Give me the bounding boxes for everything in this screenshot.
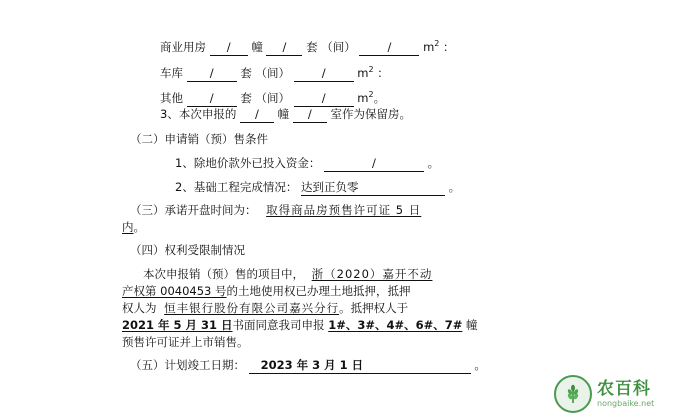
commercial-housing-row [160,36,455,56]
item-text: 2、基础工程完成情况： [175,180,298,194]
wheat-icon [554,375,592,413]
punct: 。 [373,90,386,105]
item-text: 室作为保留房。 [330,107,411,121]
section-2-heading: （二）申请销（预）售条件 [130,132,268,146]
superscript-2: 2 [368,90,374,99]
encumbrance-line-5: 预售许可证并上市销售。 [122,335,249,349]
para-text: 幢 [466,318,478,332]
para-text: 本次申报销（预）售的项目中， [143,267,304,281]
blank-field: / [240,108,274,123]
superscript-2: 2 [368,65,374,74]
punct: 。 [448,180,461,194]
completion-date-line [130,357,486,374]
watermark-name: 农百科 [597,378,651,399]
blank-field: / [359,41,419,56]
unit-label: （间） [321,39,356,54]
filled-field: 浙（2020）嘉开不动 [311,267,433,281]
filled-field: 1#、3#、4#、6#、7# [328,318,463,332]
para-text: 权人为 [122,301,157,315]
filled-field: 恒丰银行股份有限公司嘉兴分行 [164,301,340,315]
watermark-url: nongbaike.net [597,398,655,408]
area-unit: m [423,39,435,54]
unit-label: 套 [240,65,252,80]
blank-field: / [294,92,354,107]
unit-label: （间） [255,90,290,105]
filled-field: 2023 年 3 月 1 日 [249,359,471,374]
item-text: （五）计划竣工日期： [130,358,245,372]
para-text: 的土地使用权已办理土地抵押，抵押 [226,284,411,298]
punct: ： [377,65,389,80]
blank-field: / [266,41,302,56]
site-watermark [554,374,672,414]
encumbrance-line-3 [122,300,408,316]
row-label: 其他 [160,90,183,105]
other-row [160,87,385,107]
punct: 。 [427,156,440,170]
para-text: 书面同意我司申报 [232,318,325,332]
item-text: 3、本次申报的 [160,107,237,121]
unit-label: 幢 [277,107,290,121]
blank-field: / [293,108,327,123]
garage-row [160,62,389,82]
unit-label: 套 [306,39,318,54]
filled-field: 产权第 0040453 号 [122,284,227,298]
filled-field: 2021 年 5 月 31 日 [122,318,233,332]
blank-field: / [210,41,248,56]
encumbrance-line-2 [122,283,411,299]
blank-field: / [187,67,237,82]
encumbrance-line-4 [122,317,478,333]
punct: 。 [133,220,145,234]
filled-field: 内 [122,220,134,234]
punct: 。 [474,358,486,372]
blank-field: / [187,92,237,107]
investment-item [175,155,439,172]
section-4-heading: （四）权利受限制情况 [130,243,245,257]
item-text: 1、除地价款外已投入资金： [175,156,321,170]
blank-field: / [324,157,424,172]
punct: ： [443,39,455,54]
filled-field: 取得商品房预售许可证 5 日 [266,203,422,217]
row-label: 商业用房 [160,39,206,54]
row-label: 车库 [160,65,183,80]
area-unit: m [357,65,369,80]
item-text: （三）承诺开盘时间为： [130,203,257,217]
foundation-item [175,179,460,196]
opening-time-line [130,202,421,218]
encumbrance-line-1 [143,266,432,282]
blank-field: / [294,67,354,82]
para-text: 。抵押权人于 [339,301,409,315]
reserved-rooms-item [160,106,411,123]
area-unit: m [357,90,369,105]
filled-field: 达到正负零 [301,181,445,196]
unit-label: 幢 [251,39,263,54]
opening-time-line-2 [122,219,145,235]
unit-label: （间） [255,65,290,80]
superscript-2: 2 [434,39,440,48]
unit-label: 套 [240,90,252,105]
